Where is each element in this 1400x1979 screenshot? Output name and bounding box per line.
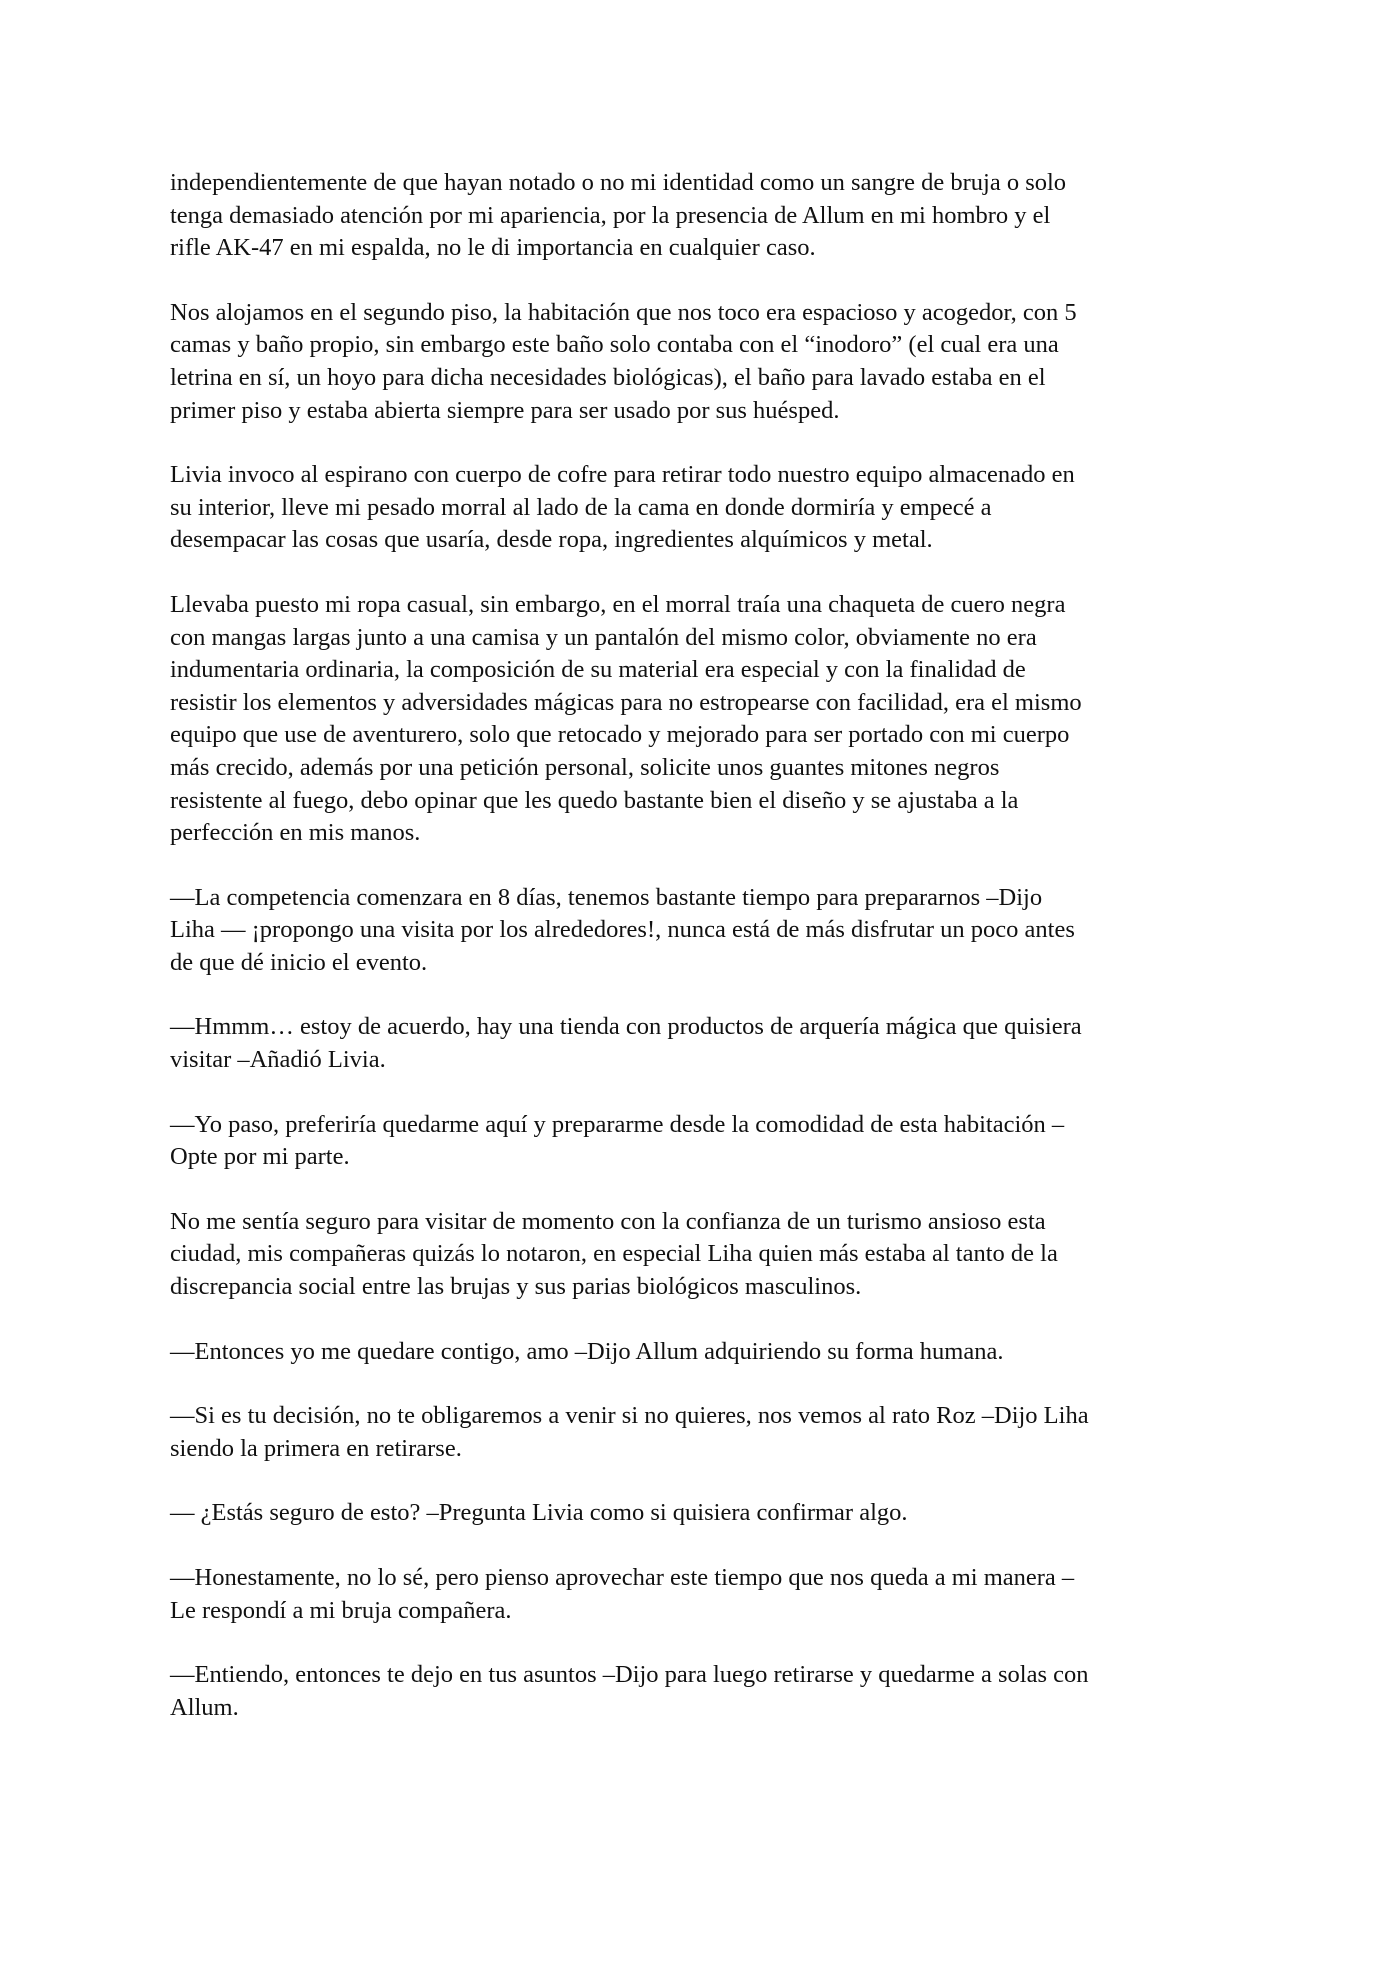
text-line: independientemente de que hayan notado o no mi identidad como un sangre de bruja o solo <box>170 169 1067 196</box>
paragraph <box>170 589 1232 850</box>
text-line: Livia invoco al espirano con cuerpo de cofre para retirar todo nuestro equipo almacenado en <box>170 461 1075 489</box>
text-line: —La competencia comenzara en 8 días, tenemos bastante tiempo para prepararnos –Dijo <box>170 883 1043 911</box>
text-line: primer piso y estaba abierta siempre para ser usado por sus huésped. <box>170 396 840 424</box>
text-line: perfección en mis manos. <box>170 819 421 847</box>
text-line: discrepancia social entre las brujas y sus parias biológicos masculinos. <box>170 1273 862 1301</box>
text-line: Allum. <box>170 1693 239 1721</box>
text-line: tenga demasiado atención por mi apariencia, por la presencia de Allum en mi hombro y el <box>170 201 1051 229</box>
text-line: No me sentía seguro para visitar de momento con la confianza de un turismo ansioso esta <box>170 1207 1046 1235</box>
text-line: Llevaba puesto mi ropa casual, sin embargo, en el morral traía una chaqueta de cuero negra <box>170 590 1066 618</box>
text-line: ciudad, mis compañeras quizás lo notaron, en especial Liha quien más estaba al tanto de la <box>170 1240 1058 1268</box>
text-line: camas y baño propio, sin embargo este baño solo contaba con el “inodoro” (el cual era una <box>170 331 1059 359</box>
text-line: rifle AK-47 en mi espalda, no le di importancia en cualquier caso. <box>170 234 816 262</box>
text-line: de que dé inicio el evento. <box>170 948 428 976</box>
text-line: siendo la primera en retirarse. <box>170 1434 462 1462</box>
paragraph <box>170 459 1232 557</box>
paragraph <box>170 1109 1232 1174</box>
text-line: —Honestamente, no lo sé, pero pienso aprovechar este tiempo que nos queda a mi manera – <box>170 1564 1075 1591</box>
text-line: — ¿Estás seguro de esto? –Pregunta Livia como si quisiera confirmar algo. <box>170 1499 908 1527</box>
text-line: —Entonces yo me quedare contigo, amo –Dijo Allum adquiriendo su forma humana. <box>170 1337 1004 1365</box>
text-line: Liha — ¡propongo una visita por los alrededores!, nunca está de más disfrutar un poco antes <box>170 916 1075 944</box>
text-line: Le respondí a mi bruja compañera. <box>170 1596 512 1624</box>
paragraph <box>170 1011 1232 1076</box>
document-body <box>170 167 1232 1756</box>
text-line: equipo que use de aventurero, solo que retocado y mejorado para ser portado con mi cuerpo <box>170 721 1070 749</box>
paragraph <box>170 1336 1232 1369</box>
paragraph <box>170 297 1232 427</box>
text-line: —Yo paso, preferiría quedarme aquí y prepararme desde la comodidad de esta habitación – <box>170 1110 1065 1138</box>
paragraph <box>170 1562 1232 1627</box>
text-line: más crecido, además por una petición personal, solicite unos guantes mitones negros <box>170 753 1000 781</box>
text-line: resistente al fuego, debo opinar que les quedo bastante bien el diseño y se ajustaba a la <box>170 786 1019 814</box>
paragraph <box>170 882 1232 980</box>
text-line: —Si es tu decisión, no te obligaremos a venir si no quieres, nos vemos al rato Roz –Dijo Liha <box>170 1402 1089 1430</box>
text-line: indumentaria ordinaria, la composición de su material era especial y con la finalidad de <box>170 656 1026 684</box>
paragraph <box>170 1497 1232 1530</box>
paragraph <box>170 1206 1232 1304</box>
text-line: —Hmmm… estoy de acuerdo, hay una tienda con productos de arquería mágica que quisiera <box>170 1013 1082 1041</box>
paragraph <box>170 167 1232 265</box>
text-line: —Entiendo, entonces te dejo en tus asuntos –Dijo para luego retirarse y quedarme a solas con <box>170 1661 1089 1689</box>
text-line: visitar –Añadió Livia. <box>170 1046 386 1074</box>
text-line: desempacar las cosas que usaría, desde ropa, ingredientes alquímicos y metal. <box>170 526 933 554</box>
text-line: letrina en sí, un hoyo para dicha necesidades biológicas), el baño para lavado estaba en el <box>170 363 1046 391</box>
text-line: Opte por mi parte. <box>170 1143 350 1171</box>
paragraph <box>170 1659 1232 1724</box>
text-line: resistir los elementos y adversidades mágicas para no estropearse con facilidad, era el mismo <box>170 688 1082 716</box>
text-line: Nos alojamos en el segundo piso, la habitación que nos toco era espacioso y acogedor, con 5 <box>170 298 1077 326</box>
text-line: con mangas largas junto a una camisa y un pantalón del mismo color, obviamente no era <box>170 623 1037 651</box>
text-line: su interior, lleve mi pesado morral al lado de la cama en donde dormiría y empecé a <box>170 493 992 521</box>
paragraph <box>170 1400 1232 1465</box>
